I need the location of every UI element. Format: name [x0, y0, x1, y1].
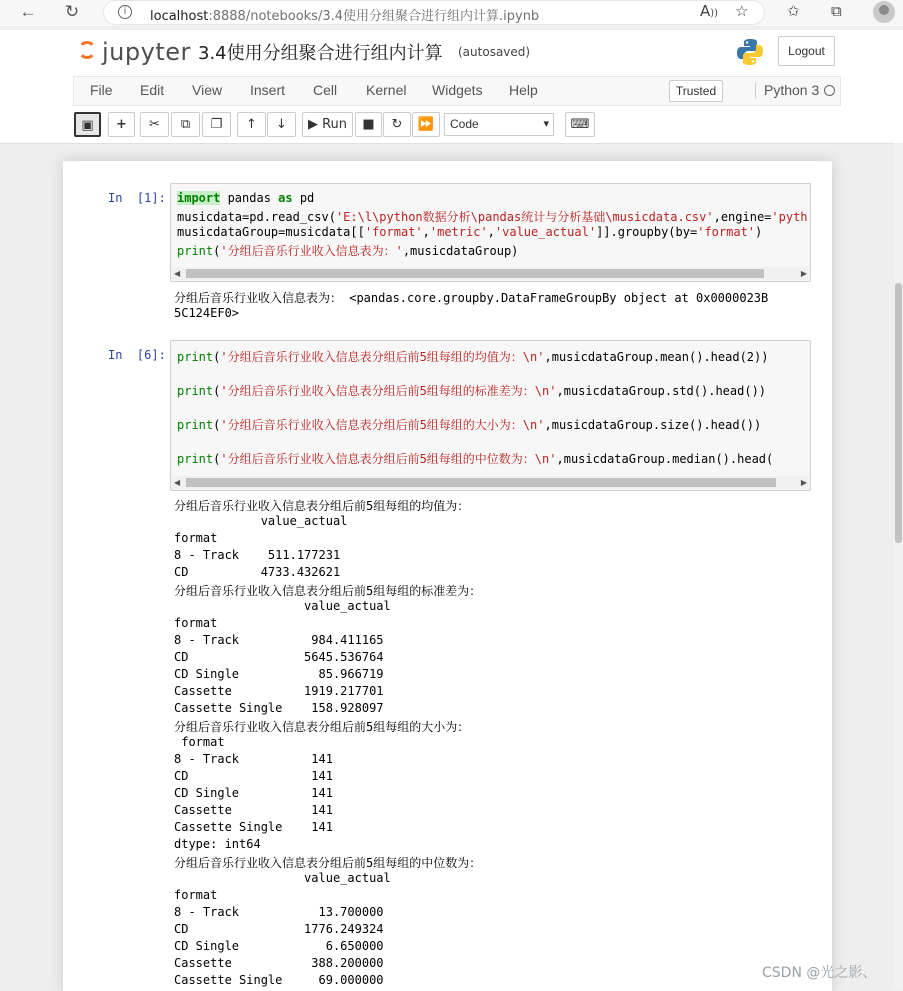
- logout-button[interactable]: Logout: [778, 36, 835, 66]
- output-line: CD 1776.249324: [174, 922, 384, 936]
- page-vertical-scrollbar[interactable]: [894, 143, 903, 989]
- move-down-icon[interactable]: ↓: [267, 112, 296, 137]
- output-line: format: [174, 531, 218, 545]
- output-line: CD Single 85.966719: [174, 667, 384, 681]
- profile-avatar[interactable]: [873, 1, 895, 23]
- read-aloud-icon[interactable]: A)): [700, 2, 719, 20]
- menu-file[interactable]: File: [90, 82, 113, 98]
- site-info-icon[interactable]: i: [118, 5, 132, 19]
- notebook-container: [63, 161, 832, 991]
- reload-icon[interactable]: ↻: [64, 2, 80, 21]
- run-button[interactable]: [302, 112, 353, 137]
- output-line: 8 - Track 13.700000: [174, 905, 384, 919]
- cell-type-select[interactable]: [444, 113, 554, 136]
- output-line: Cassette 141: [174, 803, 333, 817]
- copy-icon[interactable]: ⧉: [171, 112, 200, 137]
- trusted-indicator[interactable]: Trusted: [669, 80, 723, 102]
- scroll-right-icon[interactable]: ▶: [800, 269, 807, 278]
- restart-kernel-icon[interactable]: ↻: [383, 112, 411, 137]
- scrollbar-thumb[interactable]: [895, 283, 902, 543]
- run-label: Run: [322, 117, 348, 132]
- code-line: print('分组后音乐行业收入信息表分组后前5组每组的标准差为：\n',musicdataGroup.std().head()): [177, 384, 767, 398]
- menu-view[interactable]: View: [192, 82, 223, 98]
- output-line: dtype: int64: [174, 837, 261, 851]
- chevron-down-icon: ▾: [543, 118, 549, 130]
- notebook-title[interactable]: 3.4使用分组聚合进行组内计算: [198, 43, 443, 64]
- add-favorite-icon[interactable]: ☆: [735, 2, 749, 20]
- output-line: 分组后音乐行业收入信息表分组后前5组每组的标准差为：: [174, 584, 482, 598]
- code-line: musicdata=pd.read_csv('E:\l\python数据分析\pandas统计与分析基础\musicdata.csv',engine='pyth: [177, 210, 808, 224]
- output-line: 分组后音乐行业收入信息表分组后前5组每组的均值为：: [174, 499, 470, 513]
- output-line: 5C124EF0>: [174, 306, 240, 320]
- python-logo-icon: [736, 38, 764, 66]
- kernel-idle-icon: [824, 85, 835, 96]
- cell-type-value: Code: [450, 117, 479, 131]
- cell-2-horizontal-scrollbar[interactable]: [172, 476, 809, 489]
- scrollbar-thumb[interactable]: [186, 269, 764, 278]
- menu-bar: [73, 76, 841, 106]
- paste-icon[interactable]: ❐: [202, 112, 231, 137]
- back-arrow-icon[interactable]: ←: [19, 2, 37, 21]
- menu-help[interactable]: Help: [509, 82, 538, 98]
- output-line: CD Single 6.650000: [174, 939, 384, 953]
- scroll-left-icon[interactable]: ◀: [174, 478, 181, 487]
- cell-2-input[interactable]: [170, 340, 811, 491]
- menu-edit[interactable]: Edit: [140, 82, 165, 98]
- restart-run-all-icon[interactable]: ⏩: [412, 112, 440, 137]
- output-line: CD 4733.432621: [174, 565, 341, 579]
- code-line: print('分组后音乐行业收入信息表为：',musicdataGroup): [177, 244, 519, 258]
- code-line: print('分组后音乐行业收入信息表分组后前5组每组的均值为：\n',musicdataGroup.mean().head(2)): [177, 350, 769, 364]
- save-icon[interactable]: ▣: [74, 112, 101, 137]
- cell-1-prompt: In [1]:: [108, 191, 166, 205]
- output-line: Cassette Single 158.928097: [174, 701, 384, 715]
- output-line: value_actual: [174, 871, 391, 885]
- cell-2-prompt: In [6]:: [108, 348, 166, 362]
- output-line: CD 141: [174, 769, 333, 783]
- output-line: value_actual: [174, 514, 348, 528]
- command-palette-icon[interactable]: ⌨: [565, 112, 595, 137]
- output-line: 分组后音乐行业收入信息表分组后前5组每组的中位数为：: [174, 856, 482, 870]
- output-line: Cassette Single 141: [174, 820, 333, 834]
- run-icon: ▶︎: [307, 117, 318, 132]
- output-line: 8 - Track 984.411165: [174, 633, 384, 647]
- autosave-status: (autosaved): [458, 45, 531, 59]
- cut-icon[interactable]: ✂: [140, 112, 169, 137]
- menu-insert[interactable]: Insert: [250, 82, 286, 98]
- scrollbar-thumb[interactable]: [186, 478, 776, 487]
- output-line: 8 - Track 511.177231: [174, 548, 341, 562]
- jupyter-logo[interactable]: jupyter: [76, 38, 206, 68]
- kernel-name: Python 3: [755, 82, 819, 98]
- output-line: format: [174, 888, 218, 902]
- code-line: import pandas as pd: [177, 191, 315, 205]
- output-line: 分组后音乐行业收入信息表分组后前5组每组的大小为：: [174, 720, 470, 734]
- code-line: print('分组后音乐行业收入信息表分组后前5组每组的大小为：\n',musicdataGroup.size().head()): [177, 418, 762, 432]
- browser-toolbar: [0, 0, 903, 26]
- cell-1-input[interactable]: [170, 183, 811, 282]
- scroll-left-icon[interactable]: ◀: [174, 269, 181, 278]
- output-line: format: [174, 735, 225, 749]
- output-line: CD Single 141: [174, 786, 333, 800]
- code-line: print('分组后音乐行业收入信息表分组后前5组每组的中位数为：\n',musicdataGroup.median().head(: [177, 452, 774, 466]
- output-line: Cassette 388.200000: [174, 956, 384, 970]
- url-text: localhost:8888/notebooks/3.4使用分组聚合进行组内计算.ipynb: [150, 9, 540, 24]
- output-line: value_actual: [174, 599, 391, 613]
- output-line: CD 5645.536764: [174, 650, 384, 664]
- move-up-icon[interactable]: ↑: [237, 112, 266, 137]
- menu-widgets[interactable]: Widgets: [432, 82, 483, 98]
- menu-cell[interactable]: Cell: [313, 82, 338, 98]
- code-line: musicdataGroup=musicdata[['format','metric','value_actual']].groupby(by='format'): [177, 225, 763, 239]
- output-line: format: [174, 616, 218, 630]
- collections-icon[interactable]: ⧉: [831, 2, 842, 20]
- insert-cell-below-button[interactable]: +: [108, 112, 135, 137]
- output-line: Cassette Single 69.000000: [174, 973, 384, 987]
- address-bar[interactable]: [103, 0, 765, 25]
- watermark: CSDN @光之影、: [762, 965, 877, 981]
- output-line: 8 - Track 141: [174, 752, 333, 766]
- favorites-icon[interactable]: ✩: [787, 2, 800, 20]
- output-line: Cassette 1919.217701: [174, 684, 384, 698]
- scroll-right-icon[interactable]: ▶: [800, 478, 807, 487]
- output-line: 分组后音乐行业收入信息表为： <pandas.core.groupby.DataFrameGroupBy object at 0x0000023B: [174, 291, 769, 305]
- interrupt-kernel-icon[interactable]: ■: [355, 112, 382, 137]
- menu-kernel[interactable]: Kernel: [366, 82, 407, 98]
- cell-1-horizontal-scrollbar[interactable]: [172, 267, 809, 280]
